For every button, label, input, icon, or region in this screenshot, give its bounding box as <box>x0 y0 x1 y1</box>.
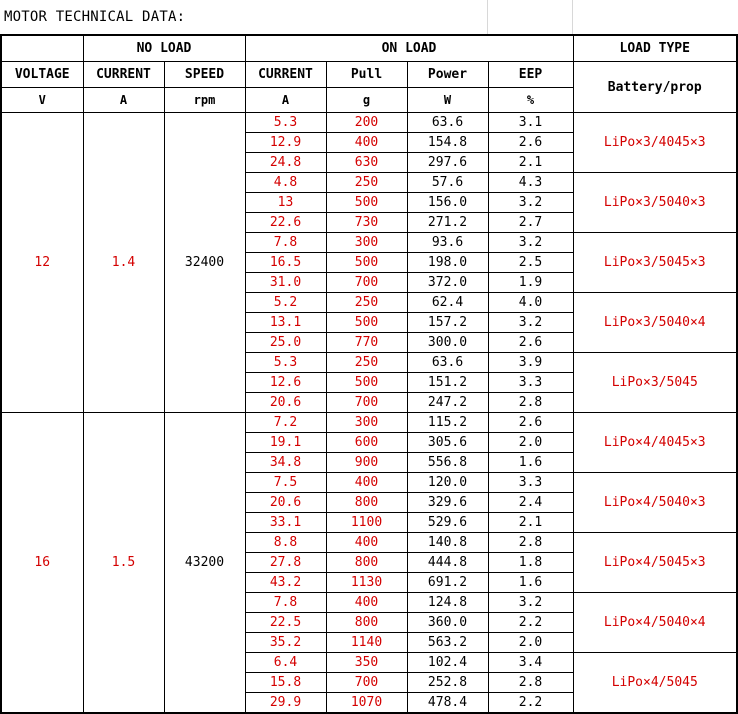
power-value: 305.6 <box>407 433 488 453</box>
pull-value: 400 <box>326 473 407 493</box>
power-value: 360.0 <box>407 613 488 633</box>
on-load-current-value: 27.8 <box>245 553 326 573</box>
pull-value: 800 <box>326 613 407 633</box>
power-value: 329.6 <box>407 493 488 513</box>
load-type-header: LOAD TYPE <box>573 35 737 62</box>
eep-value: 2.0 <box>488 633 573 653</box>
on-load-current-value: 22.5 <box>245 613 326 633</box>
header-row-2 <box>1 62 737 88</box>
battery-prop-value: LiPo×3/4045×3 <box>573 113 737 173</box>
eep-value: 2.8 <box>488 673 573 693</box>
speed-header: SPEED <box>164 62 245 88</box>
on-load-current-value: 7.2 <box>245 413 326 433</box>
pull-header: Pull <box>326 62 407 88</box>
eep-value: 1.6 <box>488 573 573 593</box>
battery-prop-value: LiPo×3/5040×3 <box>573 173 737 233</box>
on-load-current-value: 12.9 <box>245 133 326 153</box>
on-load-current-value: 20.6 <box>245 493 326 513</box>
eep-value: 2.5 <box>488 253 573 273</box>
power-value: 151.2 <box>407 373 488 393</box>
data-row <box>1 413 737 433</box>
pull-value: 500 <box>326 373 407 393</box>
eep-value: 3.2 <box>488 233 573 253</box>
on-load-current-value: 15.8 <box>245 673 326 693</box>
on-load-current-value: 43.2 <box>245 573 326 593</box>
power-value: 444.8 <box>407 553 488 573</box>
on-load-current-header: CURRENT <box>245 62 326 88</box>
on-load-current-value: 5.3 <box>245 353 326 373</box>
voltage-value: 12 <box>1 113 83 413</box>
power-value: 297.6 <box>407 153 488 173</box>
on-load-current-value: 34.8 <box>245 453 326 473</box>
eep-value: 2.6 <box>488 413 573 433</box>
no-load-current-header: CURRENT <box>83 62 164 88</box>
power-value: 563.2 <box>407 633 488 653</box>
battery-prop-value: LiPo×4/4045×3 <box>573 413 737 473</box>
pull-value: 1140 <box>326 633 407 653</box>
on-load-current-value: 7.8 <box>245 233 326 253</box>
power-value: 300.0 <box>407 333 488 353</box>
power-value: 102.4 <box>407 653 488 673</box>
on-load-current-value: 29.9 <box>245 693 326 714</box>
on-load-current-unit: A <box>245 88 326 113</box>
pull-value: 1100 <box>326 513 407 533</box>
on-load-current-value: 5.2 <box>245 293 326 313</box>
power-value: 63.6 <box>407 113 488 133</box>
power-value: 140.8 <box>407 533 488 553</box>
pull-value: 700 <box>326 273 407 293</box>
speed-value: 32400 <box>164 113 245 413</box>
pull-value: 250 <box>326 293 407 313</box>
power-value: 198.0 <box>407 253 488 273</box>
power-value: 93.6 <box>407 233 488 253</box>
pull-unit: g <box>326 88 407 113</box>
on-load-current-value: 24.8 <box>245 153 326 173</box>
gridline <box>572 0 573 34</box>
eep-value: 2.1 <box>488 153 573 173</box>
voltage-value: 16 <box>1 413 83 714</box>
pull-value: 1070 <box>326 693 407 714</box>
pull-value: 300 <box>326 413 407 433</box>
on-load-current-value: 8.8 <box>245 533 326 553</box>
power-value: 372.0 <box>407 273 488 293</box>
on-load-current-value: 19.1 <box>245 433 326 453</box>
on-load-current-value: 13 <box>245 193 326 213</box>
power-unit: W <box>407 88 488 113</box>
eep-value: 1.8 <box>488 553 573 573</box>
power-value: 529.6 <box>407 513 488 533</box>
on-load-current-value: 35.2 <box>245 633 326 653</box>
on-load-current-value: 7.8 <box>245 593 326 613</box>
on-load-current-value: 25.0 <box>245 333 326 353</box>
no-load-current-unit: A <box>83 88 164 113</box>
pull-value: 730 <box>326 213 407 233</box>
on-load-current-value: 7.5 <box>245 473 326 493</box>
power-value: 157.2 <box>407 313 488 333</box>
power-value: 478.4 <box>407 693 488 714</box>
power-value: 252.8 <box>407 673 488 693</box>
pull-value: 500 <box>326 253 407 273</box>
eep-value: 2.6 <box>488 333 573 353</box>
pull-value: 500 <box>326 313 407 333</box>
power-value: 247.2 <box>407 393 488 413</box>
on-load-current-value: 4.8 <box>245 173 326 193</box>
on-load-current-value: 20.6 <box>245 393 326 413</box>
power-value: 57.6 <box>407 173 488 193</box>
pull-value: 630 <box>326 153 407 173</box>
eep-value: 1.6 <box>488 453 573 473</box>
eep-value: 3.9 <box>488 353 573 373</box>
pull-value: 1130 <box>326 573 407 593</box>
eep-value: 2.7 <box>488 213 573 233</box>
eep-value: 3.4 <box>488 653 573 673</box>
pull-value: 900 <box>326 453 407 473</box>
title-row <box>0 0 738 34</box>
power-value: 556.8 <box>407 453 488 473</box>
eep-value: 2.0 <box>488 433 573 453</box>
eep-value: 2.6 <box>488 133 573 153</box>
power-value: 156.0 <box>407 193 488 213</box>
no-load-current-value: 1.5 <box>83 413 164 714</box>
on-load-current-value: 6.4 <box>245 653 326 673</box>
on-load-current-value: 31.0 <box>245 273 326 293</box>
pull-value: 700 <box>326 393 407 413</box>
on-load-current-value: 5.3 <box>245 113 326 133</box>
power-value: 124.8 <box>407 593 488 613</box>
empty-header-cell <box>1 35 83 62</box>
header-row-1 <box>1 35 737 62</box>
pull-value: 800 <box>326 493 407 513</box>
pull-value: 200 <box>326 113 407 133</box>
eep-value: 4.3 <box>488 173 573 193</box>
motor-data-table <box>0 34 738 714</box>
pull-value: 770 <box>326 333 407 353</box>
eep-unit: % <box>488 88 573 113</box>
voltage-header: VOLTAGE <box>1 62 83 88</box>
sheet-title: MOTOR TECHNICAL DATA: <box>4 9 186 25</box>
eep-value: 2.4 <box>488 493 573 513</box>
battery-prop-value: LiPo×3/5045 <box>573 353 737 413</box>
battery-prop-value: LiPo×3/5040×4 <box>573 293 737 353</box>
eep-value: 2.1 <box>488 513 573 533</box>
pull-value: 400 <box>326 533 407 553</box>
power-value: 271.2 <box>407 213 488 233</box>
pull-value: 400 <box>326 133 407 153</box>
voltage-unit: V <box>1 88 83 113</box>
on-load-current-value: 33.1 <box>245 513 326 533</box>
on-load-current-value: 13.1 <box>245 313 326 333</box>
eep-value: 2.8 <box>488 533 573 553</box>
eep-value: 3.2 <box>488 593 573 613</box>
power-value: 691.2 <box>407 573 488 593</box>
pull-value: 300 <box>326 233 407 253</box>
eep-value: 3.2 <box>488 313 573 333</box>
power-value: 120.0 <box>407 473 488 493</box>
eep-value: 3.2 <box>488 193 573 213</box>
on-load-current-value: 22.6 <box>245 213 326 233</box>
power-value: 62.4 <box>407 293 488 313</box>
pull-value: 700 <box>326 673 407 693</box>
gridline <box>487 0 488 34</box>
eep-header: EEP <box>488 62 573 88</box>
eep-value: 3.3 <box>488 373 573 393</box>
pull-value: 250 <box>326 173 407 193</box>
eep-value: 2.2 <box>488 613 573 633</box>
speed-value: 43200 <box>164 413 245 714</box>
pull-value: 400 <box>326 593 407 613</box>
pull-value: 600 <box>326 433 407 453</box>
eep-value: 1.9 <box>488 273 573 293</box>
battery-prop-value: LiPo×4/5045 <box>573 653 737 714</box>
data-row <box>1 113 737 133</box>
pull-value: 250 <box>326 353 407 373</box>
power-value: 63.6 <box>407 353 488 373</box>
no-load-current-value: 1.4 <box>83 113 164 413</box>
battery-prop-value: LiPo×3/5045×3 <box>573 233 737 293</box>
power-value: 154.8 <box>407 133 488 153</box>
pull-value: 500 <box>326 193 407 213</box>
pull-value: 800 <box>326 553 407 573</box>
battery-prop-value: LiPo×4/5045×3 <box>573 533 737 593</box>
no-load-header: NO LOAD <box>83 35 245 62</box>
on-load-header: ON LOAD <box>245 35 573 62</box>
eep-value: 2.2 <box>488 693 573 714</box>
power-header: Power <box>407 62 488 88</box>
eep-value: 2.8 <box>488 393 573 413</box>
on-load-current-value: 12.6 <box>245 373 326 393</box>
battery-prop-header: Battery/prop <box>573 62 737 113</box>
battery-prop-value: LiPo×4/5040×4 <box>573 593 737 653</box>
battery-prop-value: LiPo×4/5040×3 <box>573 473 737 533</box>
eep-value: 3.1 <box>488 113 573 133</box>
eep-value: 4.0 <box>488 293 573 313</box>
eep-value: 3.3 <box>488 473 573 493</box>
pull-value: 350 <box>326 653 407 673</box>
power-value: 115.2 <box>407 413 488 433</box>
on-load-current-value: 16.5 <box>245 253 326 273</box>
speed-unit: rpm <box>164 88 245 113</box>
